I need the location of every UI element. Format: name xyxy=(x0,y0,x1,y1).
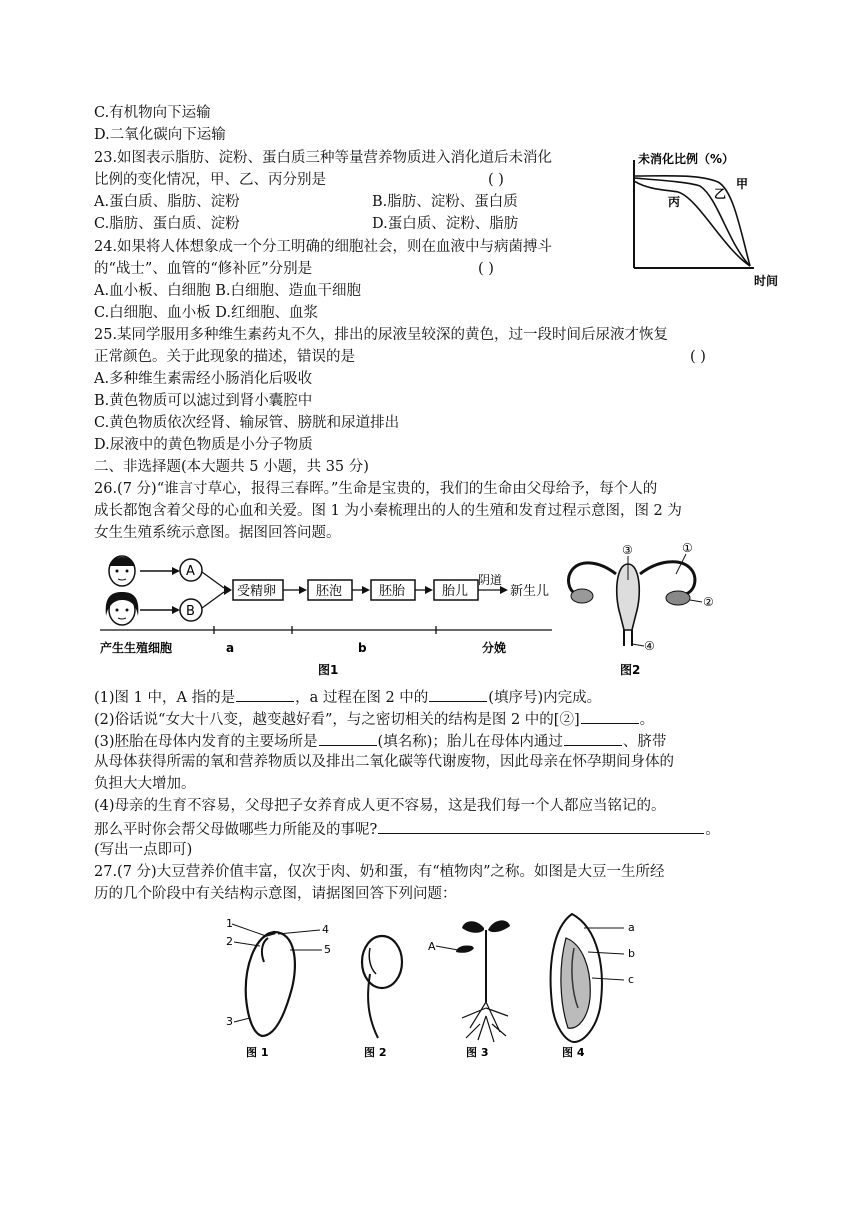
marker-2: ② xyxy=(703,595,714,609)
q23-option-b: B.脂肪、淀粉、蛋白质 xyxy=(372,194,518,210)
seedling-figure xyxy=(428,920,510,1059)
circle-b-label: B xyxy=(186,604,195,619)
q26-sub4-text-b: 那么平时你会帮父母做哪些力所能及的事呢? xyxy=(94,822,378,838)
curve-yi xyxy=(634,178,750,266)
q26-sub2 xyxy=(94,709,654,729)
female-reproductive-figure xyxy=(558,534,722,680)
q25-stem-line2: 正常颜色。关于此现象的描述，错误的是 xyxy=(94,349,355,365)
box-blastocyst-label: 胚泡 xyxy=(316,584,343,599)
right-ovary xyxy=(666,591,690,605)
seed-label-4: 4 xyxy=(322,923,329,936)
stage-birth-label: 分娩 xyxy=(482,641,507,655)
q26-sub1-text-b: ，a 过程在图 2 中的 xyxy=(295,690,429,706)
q26-sub3-text-a: (3)胚胎在母体内发育的主要场所是 xyxy=(94,734,318,750)
q22-option-c: C.有机物向下运输 xyxy=(94,105,211,121)
q26-sub3-line2: 从母体获得所需的氧和营养物质以及排出二氧化碳等代谢废物，因此母亲在怀孕期间身体的 xyxy=(94,754,674,770)
q24-stem-line2: 的“战士”、血管的“修补匠”分别是 xyxy=(94,261,313,277)
q25-option-c: C.黄色物质依次经肾、输尿管、膀胱和尿道排出 xyxy=(94,415,400,431)
germinating-seed-figure xyxy=(362,936,402,1059)
female-head-icon xyxy=(106,592,139,625)
fig1-caption: 图1 xyxy=(318,663,339,677)
q25-option-d: D.尿液中的黄色物质是小分子物质 xyxy=(94,437,313,453)
reproduction-flow-figure xyxy=(96,546,558,678)
q26-sub3-text-b: (填名称)；胎儿在母体内通过 xyxy=(377,734,563,750)
curve-jia xyxy=(634,176,750,266)
left-ovary xyxy=(571,589,593,603)
cap-fig2: 图 2 xyxy=(364,1046,387,1059)
q26-sub1-text-a: (1)图 1 中，A 指的是 xyxy=(94,690,236,706)
q26-sub2-text-b: 。 xyxy=(639,712,655,728)
q26-sub4-text-c: 。 xyxy=(705,822,720,838)
seed-label-1: 1 xyxy=(226,917,233,930)
q25-option-a: A.多种维生素需经小肠消化后吸收 xyxy=(94,371,313,387)
flower-label-b: b xyxy=(628,947,635,960)
cap-fig4: 图 4 xyxy=(562,1046,585,1059)
box-zygote-label: 受精卵 xyxy=(237,584,277,599)
q23-stem-line1: 23.如图表示脂肪、淀粉、蛋白质三种等量营养物质进入消化道后未消化 xyxy=(94,150,553,166)
right-oviduct xyxy=(640,562,695,594)
stage-b-label: b xyxy=(358,641,367,655)
stage-gamete-label: 产生生殖细胞 xyxy=(100,641,173,655)
q24-stem-line1: 24.如果将人体想象成一个分工明确的细胞社会，则在血液中与病菌搏斗 xyxy=(94,239,553,255)
q24-options-ab: A.血小板、白细胞 B.白细胞、造血干细胞 xyxy=(94,283,361,299)
q26-sub3-text-c: 、脐带 xyxy=(622,734,667,750)
q26-sub1-text-c: (填序号)内完成。 xyxy=(488,690,602,706)
q26-stem-line1: 26.(7 分)“谁言寸草心，报得三春晖。”生命是宝贵的，我们的生命由父母给予，每个人的 xyxy=(94,481,658,497)
stage-a-label: a xyxy=(226,641,235,655)
seedling-label-a: A xyxy=(428,940,436,953)
box-fetus-label: 胎儿 xyxy=(442,584,469,599)
chart-ylabel: 未消化比例（%） xyxy=(638,152,735,166)
q23-option-d: D.蛋白质、淀粉、脂肪 xyxy=(372,216,519,232)
q26-sub1 xyxy=(94,687,601,707)
soybean-seed-figure xyxy=(226,917,331,1059)
q26-sub4-blank[interactable] xyxy=(378,819,704,834)
seed-label-2: 2 xyxy=(226,935,233,948)
digestion-chart xyxy=(628,148,788,288)
newborn-label: 新生儿 xyxy=(510,584,550,599)
flower-section-figure xyxy=(551,914,635,1059)
q26-sub3-line3: 负担大大增加。 xyxy=(94,776,196,792)
label-yi: 乙 xyxy=(714,187,727,201)
marker-4: ④ xyxy=(644,639,655,653)
chart-xlabel: 时间 xyxy=(754,274,779,288)
q26-sub4-line1: (4)母亲的生育不容易，父母把子女养育成人更不容易，这是我们每一个人都应当铭记的。 xyxy=(94,798,666,814)
q25-option-b: B.黄色物质可以滤过到肾小囊腔中 xyxy=(94,393,313,409)
male-head-icon xyxy=(109,556,135,586)
q27-stem-line1: 27.(7 分)大豆营养价值丰富，仅次于肉、奶和蛋，有“植物肉”之称。如图是大豆一生所经 xyxy=(94,864,665,880)
marker-1: ① xyxy=(682,541,693,555)
q25-answer-paren: ( ) xyxy=(690,349,706,365)
left-oviduct xyxy=(569,563,616,594)
flower-label-c: c xyxy=(628,973,635,986)
label-bing: 丙 xyxy=(668,195,681,209)
q23-option-a: A.蛋白质、脂肪、淀粉 xyxy=(94,194,240,210)
fig2-caption: 图2 xyxy=(620,663,641,677)
cap-fig1: 图 1 xyxy=(246,1046,269,1059)
circle-a-label: A xyxy=(186,564,195,579)
q26-sub3-blank1[interactable] xyxy=(319,731,377,746)
flower-label-a: a xyxy=(628,921,635,934)
section2-heading: 二、非选择题(本大题共 5 小题，共 35 分) xyxy=(94,459,369,475)
q24-options-cd: C.白细胞、血小板 D.红细胞、血浆 xyxy=(94,305,319,321)
q25-stem-line1: 25.某同学服用多种维生素药丸不久，排出的尿液呈较深的黄色，过一段时间后尿液才恢复 xyxy=(94,327,669,343)
cap-fig3: 图 3 xyxy=(466,1046,489,1059)
q24-answer-paren: ( ) xyxy=(478,261,494,277)
q26-sub1-blank1[interactable] xyxy=(236,687,294,702)
q23-answer-paren: ( ) xyxy=(488,172,504,188)
q26-sub3-line1 xyxy=(94,731,666,751)
q22-option-d: D.二氧化碳向下运输 xyxy=(94,127,226,143)
box-embryo-label: 胚胎 xyxy=(379,584,406,599)
q26-sub4-line2 xyxy=(94,819,720,839)
q26-sub1-blank2[interactable] xyxy=(429,687,487,702)
q26-stem-line2: 成长都饱含着父母的心血和关爱。图 1 为小秦梳理出的人的生殖和发育过程示意图，图 2 为 xyxy=(94,503,682,519)
seed-label-5: 5 xyxy=(324,943,331,956)
q23-stem-line2: 比例的变化情况，甲、乙、丙分别是 xyxy=(94,172,326,188)
q23-option-c: C.脂肪、蛋白质、淀粉 xyxy=(94,216,240,232)
marker-3: ③ xyxy=(622,543,633,557)
q26-stem-line3: 女生生殖系统示意图。据图回答问题。 xyxy=(94,525,341,541)
vagina-label: 阴道 xyxy=(478,573,503,587)
curve-bing xyxy=(634,181,750,266)
q27-stem-line2: 历的几个阶段中有关结构示意图，请据图回答下列问题： xyxy=(94,886,457,902)
seed-label-3: 3 xyxy=(226,1015,233,1028)
q26-sub2-blank[interactable] xyxy=(581,709,639,724)
q26-sub3-blank2[interactable] xyxy=(564,731,622,746)
label-jia: 甲 xyxy=(736,177,749,191)
q26-sub4-note: (写出一点即可) xyxy=(94,842,193,858)
soybean-figures xyxy=(222,908,642,1064)
q26-sub2-text-a: (2)俗话说“女大十八变，越变越好看”，与之密切相关的结构是图 2 中的[②] xyxy=(94,712,580,728)
